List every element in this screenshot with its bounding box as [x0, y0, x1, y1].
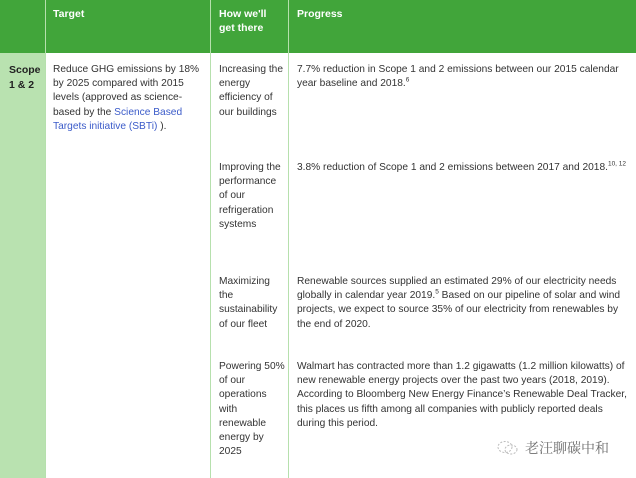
header-scope	[9, 0, 45, 53]
header-how: How we'll get there	[219, 8, 267, 34]
progress-item-3	[297, 275, 632, 332]
watermark-text: 老汪聊碳中和	[525, 441, 609, 457]
column-divider	[45, 0, 46, 478]
progress-item-4	[297, 360, 632, 431]
progress-text: Renewable sources supplied an estimated 29% of our electricity needs globally in calendar year 2019.	[297, 276, 617, 302]
footnote-ref: 5	[435, 288, 439, 296]
progress-item-2	[297, 161, 632, 175]
wechat-icon	[497, 441, 519, 455]
watermark	[497, 438, 609, 458]
column-divider	[210, 0, 211, 478]
progress-text: 3.8% reduction of Scope 1 and 2 emissions between 2017 and 2018.	[297, 162, 608, 173]
progress-text-cont: Based on our pipeline of solar and wind projects, we expect to source 35% of our electricity from renewables by the end of 2020.	[297, 290, 621, 330]
progress-text: 7.7% reduction in Scope 1 and 2 emissions between our 2015 calendar year baseline and 2018.	[297, 64, 619, 90]
scope-text: Scope 1 & 2	[9, 64, 41, 91]
progress-text: Walmart has contracted more than 1.2 gigawatts (1.2 million kilowatts) of new renewable energy projects over the past two years (2018, 2019). According to Bloomberg New Energy Finance’s Renewable Deal Tracker, this places us fifth among all companies with publicly reported deals during this period.	[297, 361, 627, 429]
sbti-link[interactable]: Science Based Targets initiative (SBTi)	[53, 106, 183, 132]
target-text: Reduce GHG emissions by 18% by 2025 compared with 2015 levels (approved as science-based by the	[53, 64, 200, 118]
how-item-3: Maximizing the sustainability of our fleet	[219, 276, 278, 330]
target-end: ).	[157, 120, 167, 132]
footnote-ref: 10, 12	[607, 160, 627, 168]
column-divider	[288, 0, 289, 478]
footnote-ref: 6	[405, 76, 410, 84]
how-item-1: Increasing the energy efficiency of our buildings	[219, 64, 283, 118]
how-item-2: Improving the performance of our refrigeration systems	[219, 162, 281, 230]
target-cell	[53, 63, 203, 134]
how-item-4: Powering 50% of our operations with renewable energy by 2025	[219, 361, 285, 458]
scope-label	[9, 63, 43, 93]
progress-item-1	[297, 63, 632, 91]
header-target: Target	[53, 8, 85, 20]
scope-column	[0, 53, 45, 478]
header-progress: Progress	[297, 8, 343, 20]
